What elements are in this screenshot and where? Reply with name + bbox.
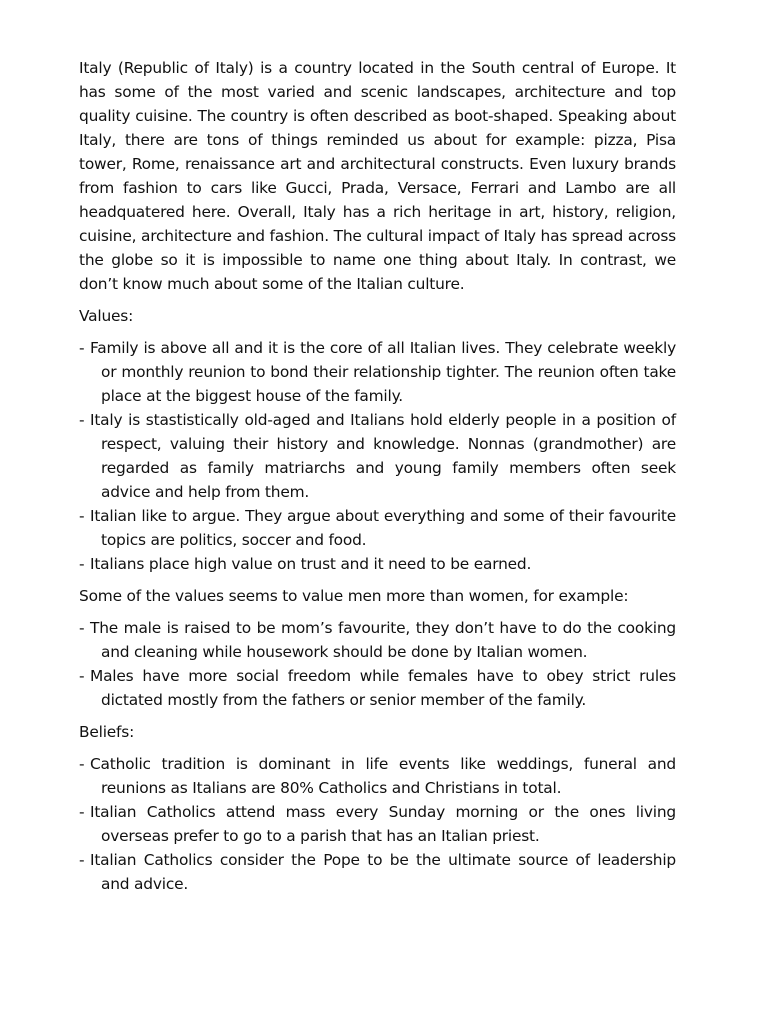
beliefs-list [79, 752, 676, 896]
dash-marker: - [79, 339, 85, 357]
list-item-text: Males have more social freedom while females have to obey strict rules dictated mostly from the fathers or senior member of the family. [90, 667, 676, 709]
dash-marker: - [79, 507, 85, 525]
list-item-text: Italian Catholics consider the Pope to be the ultimate source of leadership and advice. [90, 851, 676, 893]
list-item [79, 664, 676, 712]
intro-paragraph: Italy (Republic of Italy) is a country located in the South central of Europe. It has some of the most varied and scenic landscapes, architecture and top quality cuisine. The country is often described as boot-shaped. Speaking about Italy, there are tons of things reminded us about for example: pizza, Pisa tower, Rome, renaissance art and architectural constructs. Even luxury brands from fashion to cars like Gucci, Prada, Versace, Ferrari and Lambo are all headquatered here. Overall, Italy has a rich heritage in art, history, religion, cuisine, architecture and fashion. The cultural impact of Italy has spread across the globe so it is impossible to name one thing about Italy. In contrast, we don’t know much about some of the Italian culture. [79, 59, 676, 293]
dash-marker: - [79, 851, 85, 869]
values-list [79, 336, 676, 576]
list-item-text: Catholic tradition is dominant in life events like weddings, funeral and reunions as Italians are 80% Catholics and Christians in total. [90, 755, 676, 797]
dash-marker: - [79, 411, 85, 429]
dash-marker: - [79, 555, 85, 573]
values-heading: Values: [79, 307, 134, 325]
list-item-text: Italians place high value on trust and it need to be earned. [90, 555, 532, 573]
list-item-text: The male is raised to be mom’s favourite, they don’t have to do the cooking and cleaning while housework should be done by Italian women. [90, 619, 676, 661]
gender-values-intro: Some of the values seems to value men more than women, for example: [79, 587, 629, 605]
dash-marker: - [79, 619, 85, 637]
dash-marker: - [79, 667, 85, 685]
list-item-text: Italian like to argue. They argue about everything and some of their favourite topics are politics, soccer and food. [90, 507, 676, 549]
list-item [79, 408, 676, 504]
beliefs-heading: Beliefs: [79, 723, 135, 741]
gender-values-list [79, 616, 676, 712]
list-item-text: Italian Catholics attend mass every Sunday morning or the ones living overseas prefer to go to a parish that has an Italian priest. [90, 803, 676, 845]
list-item [79, 504, 676, 552]
list-item [79, 616, 676, 664]
list-item [79, 800, 676, 848]
list-item-text: Italy is stastistically old-aged and Italians hold elderly people in a position of respect, valuing their history and knowledge. Nonnas (grandmother) are regarded as family matriarchs and young family members often seek advice and help from them. [90, 411, 676, 501]
list-item [79, 552, 676, 576]
list-item [79, 752, 676, 800]
document-page [79, 56, 676, 904]
dash-marker: - [79, 803, 85, 821]
dash-marker: - [79, 755, 85, 773]
list-item [79, 336, 676, 408]
list-item [79, 848, 676, 896]
list-item-text: Family is above all and it is the core of all Italian lives. They celebrate weekly or monthly reunion to bond their relationship tighter. The reunion often take place at the biggest house of the family. [90, 339, 676, 405]
